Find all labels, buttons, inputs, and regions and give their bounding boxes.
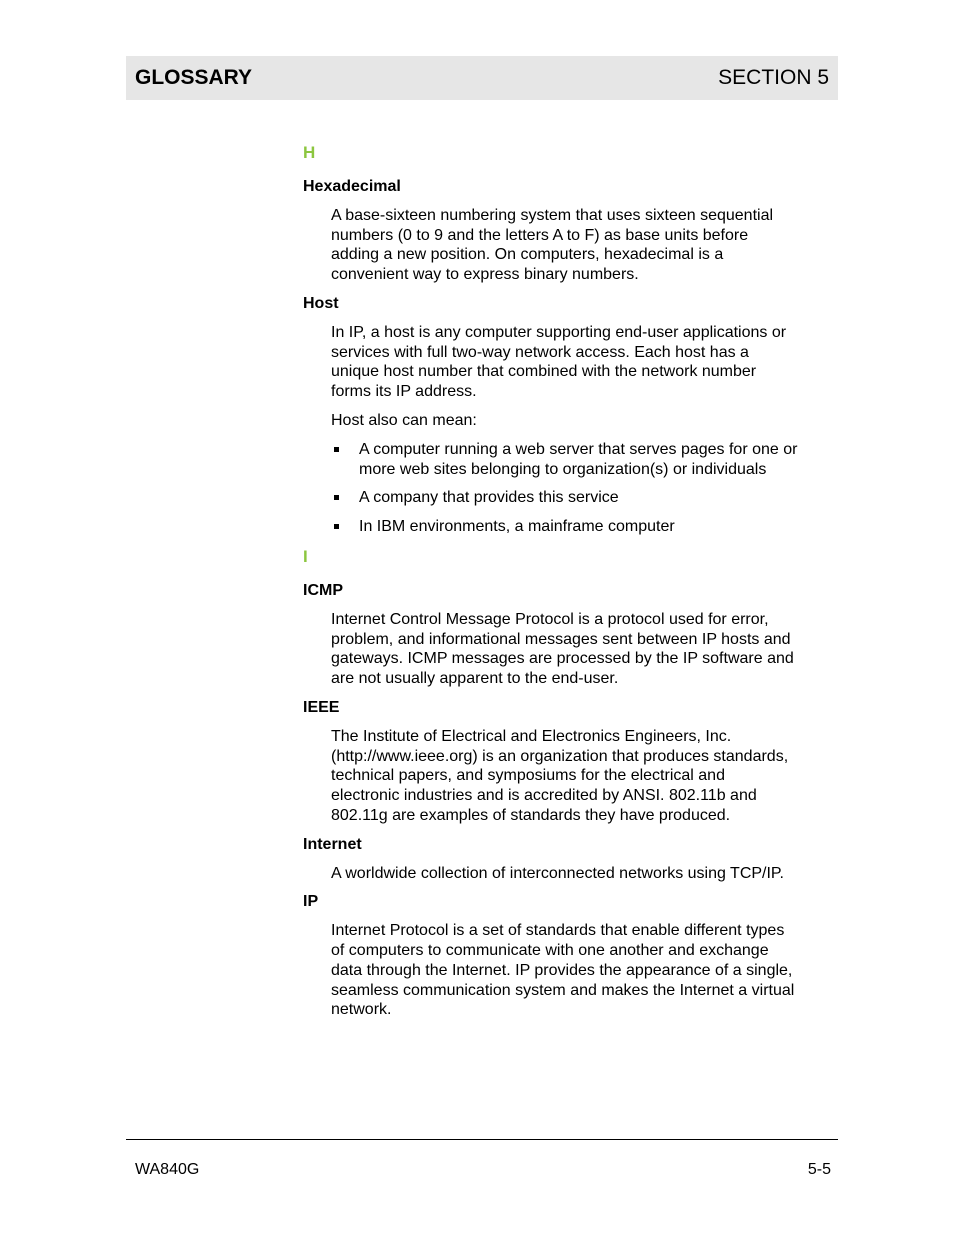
bullet-item (331, 440, 836, 480)
glossary-term: Hexadecimal (303, 178, 401, 195)
glossary-term: IP (303, 893, 319, 911)
definition-line: network. (331, 1001, 392, 1019)
bullet-item (331, 517, 836, 537)
definition-line: services with full two-way network access. Each host has a (331, 343, 749, 361)
glossary-content (303, 142, 838, 1029)
definition-line: data through the Internet. IP provides the appearance of a single, (331, 961, 793, 979)
page-header (126, 56, 838, 100)
glossary-definition (331, 864, 836, 884)
definition-line: technical papers, and symposiums for the electrical and (331, 767, 725, 785)
glossary-term: Internet (303, 835, 362, 853)
definition-line: Internet Control Message Protocol is a protocol used for error, (331, 610, 769, 628)
bullet-line: A computer running a web server that serves pages for one or (359, 440, 798, 458)
glossary-definition (331, 727, 836, 826)
definition-line: problem, and informational messages sent between IP hosts and (331, 630, 791, 648)
definition-line: gateways. ICMP messages are processed by the IP software and (331, 650, 794, 668)
definition-line: are not usually apparent to the end-user. (331, 670, 619, 688)
definition-line: (http://www.ieee.org) is an organization that produces standards, (331, 747, 789, 765)
glossary-definition (331, 921, 836, 1020)
definition-line: forms its IP address. (331, 383, 477, 401)
definition-line: adding a new position. On computers, hexadecimal is a (331, 246, 724, 264)
footer-divider (126, 1139, 838, 1140)
definition-line: Internet Protocol is a set of standards that enable different types (331, 922, 785, 940)
definition-line: A worldwide collection of interconnected networks using TCP/IP. (331, 864, 784, 882)
definition-line: 802.11g are examples of standards they have produced. (331, 806, 731, 824)
definition-line: unique host number that combined with the network number (331, 363, 757, 381)
bullet-square-icon (334, 495, 339, 500)
section-letter: H (303, 143, 316, 162)
header-title: GLOSSARY (135, 66, 253, 89)
bullet-list (331, 440, 836, 537)
definition-line: of computers to communicate with one another and exchange (331, 941, 769, 959)
definition-note: Host also can mean: (331, 411, 477, 429)
definition-line: convenient way to express binary numbers. (331, 266, 639, 284)
bullet-line: In IBM environments, a mainframe computer (359, 518, 675, 536)
glossary-definition (331, 323, 836, 402)
definition-line: seamless communication system and makes the Internet a virtual (331, 981, 795, 999)
glossary-definition (331, 206, 836, 285)
footer-product: WA840G (135, 1161, 200, 1178)
bullet-square-icon (334, 447, 339, 452)
footer-page-number: 5-5 (807, 1161, 831, 1178)
glossary-definition (331, 610, 836, 689)
bullet-item (331, 488, 836, 508)
bullet-line: A company that provides this service (359, 489, 619, 507)
definition-line: numbers (0 to 9 and the letters A to F) as base units before (331, 226, 749, 244)
glossary-term: IEEE (303, 698, 340, 716)
definition-line: A base-sixteen numbering system that uses sixteen sequential (331, 206, 774, 224)
glossary-term: ICMP (303, 581, 343, 599)
definition-line: The Institute of Electrical and Electronics Engineers, Inc. (331, 727, 732, 745)
definition-line: In IP, a host is any computer supporting end-user applications or (331, 323, 787, 341)
bullet-line: more web sites belonging to organization(s) or individuals (359, 460, 767, 478)
header-section: SECTION 5 (718, 66, 829, 89)
section-letter: I (303, 546, 308, 566)
definition-line: electronic industries and is accredited by ANSI. 802.11b and (331, 787, 757, 805)
glossary-term: Host (303, 294, 339, 312)
bullet-square-icon (334, 524, 339, 529)
